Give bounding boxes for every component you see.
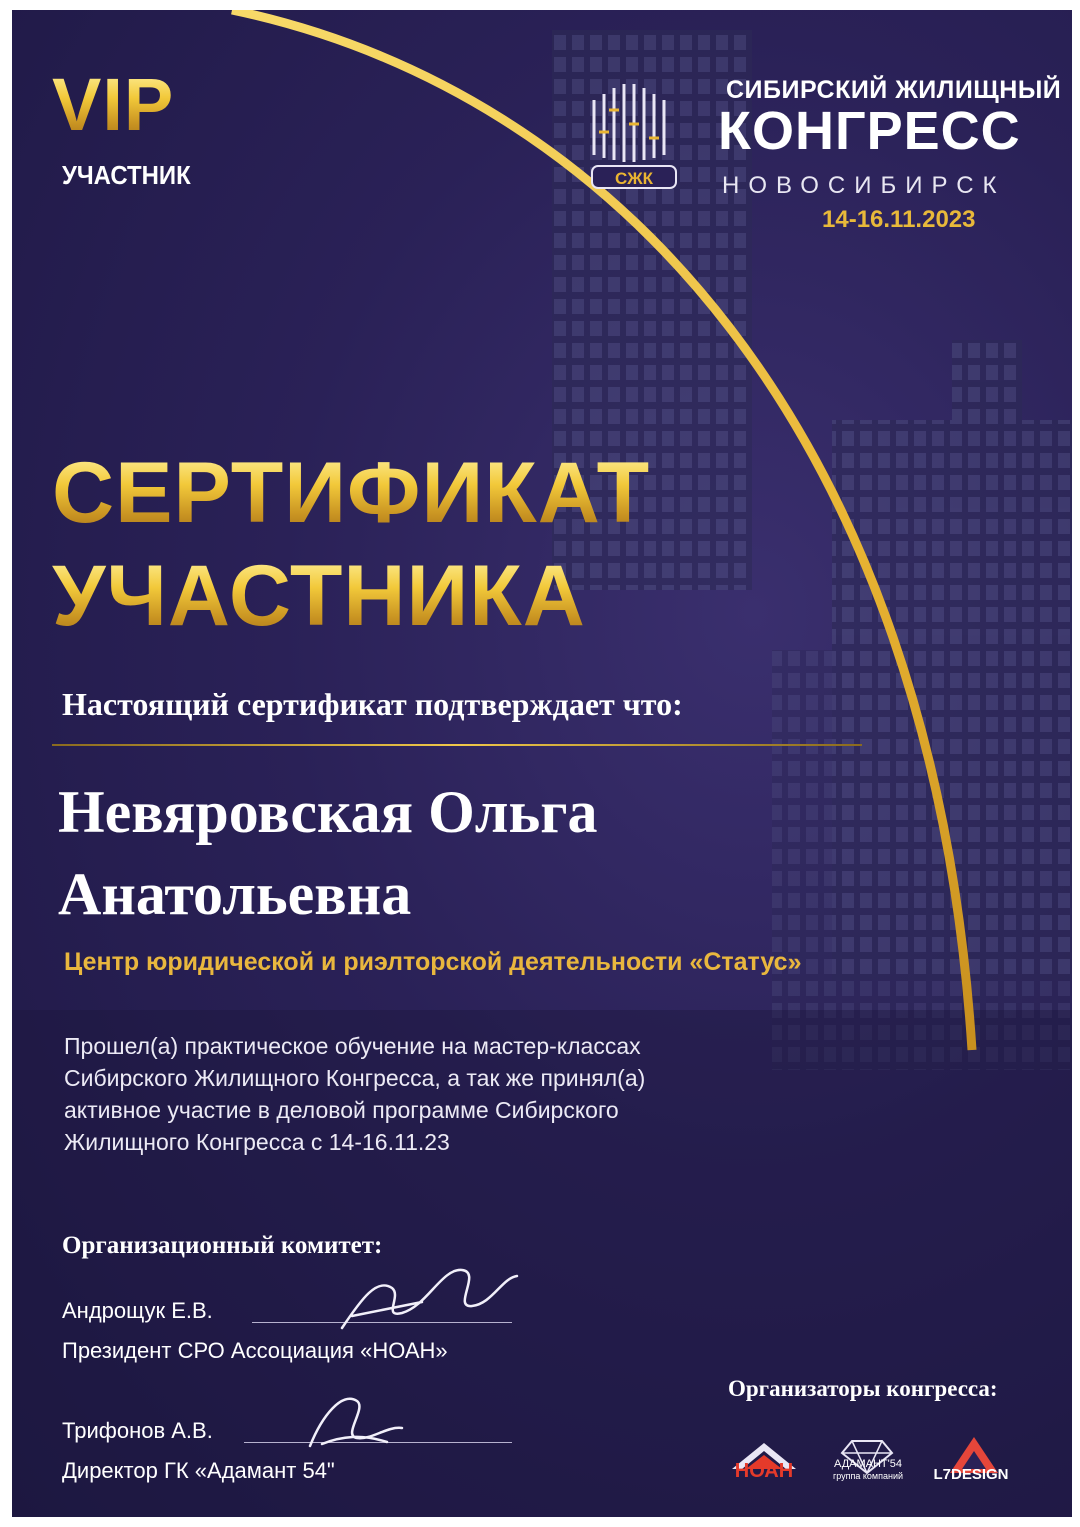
certificate-title-line2: УЧАСТНИКА — [52, 548, 586, 644]
participant-name-line1: Невяровская Ольга — [58, 779, 598, 845]
congress-name-line2: КОНГРЕСС — [718, 101, 1021, 161]
l7design-logo-label: L7DESIGN — [933, 1466, 1009, 1483]
participant-organization: Центр юридической и риэлторской деятельности «Статус» — [64, 948, 802, 976]
body-line: активное участие в деловой программе Сибирского — [64, 1097, 619, 1123]
participant-name-line2: Анатольевна — [58, 861, 412, 927]
signature-1 — [332, 1258, 522, 1348]
congress-city: НОВОСИБИРСК — [722, 172, 1006, 199]
certificate-title-line1: СЕРТИФИКАТ — [52, 445, 651, 541]
confirmation-text: Настоящий сертификат подтверждает что: — [62, 686, 683, 722]
signer-name: Трифонов А.В. — [62, 1418, 213, 1443]
adamant-sub: группа компаний — [832, 1471, 904, 1481]
congress-dates: 14-16.11.2023 — [822, 206, 976, 233]
logo-abbr: СЖК — [614, 169, 654, 188]
signer-position: Директор ГК «Адамант 54" — [62, 1458, 335, 1483]
signer-position: Президент СРО Ассоциация «НОАН» — [62, 1338, 448, 1363]
organizers-title: Организаторы конгресса: — [728, 1376, 998, 1401]
signature-2 — [302, 1386, 412, 1466]
adamant-name: АДАМАНТ'54 — [834, 1458, 902, 1470]
congress-logo-icon — [564, 80, 704, 200]
adamant-logo-label — [818, 1458, 918, 1482]
vip-badge: VIP — [52, 63, 175, 146]
certificate-body — [64, 1030, 645, 1158]
congress-name-line1: СИБИРСКИЙ ЖИЛИЩНЫЙ — [726, 76, 1062, 104]
background-cityscape — [12, 10, 1072, 1517]
signer-name: Андрощук Е.В. — [62, 1298, 213, 1323]
committee-title: Организационный комитет: — [62, 1232, 383, 1259]
noan-logo-label: НОАН — [734, 1460, 794, 1482]
gold-divider — [52, 744, 862, 746]
vip-subtitle: УЧАСТНИК — [62, 160, 191, 190]
body-line: Сибирского Жилищного Конгресса, а так же принял(а) — [64, 1065, 646, 1091]
certificate-sheet — [12, 10, 1072, 1517]
body-line: Жилищного Конгресса с 14-16.11.23 — [64, 1129, 450, 1155]
body-line: Прошел(а) практическое обучение на мастер-классах — [64, 1033, 641, 1059]
